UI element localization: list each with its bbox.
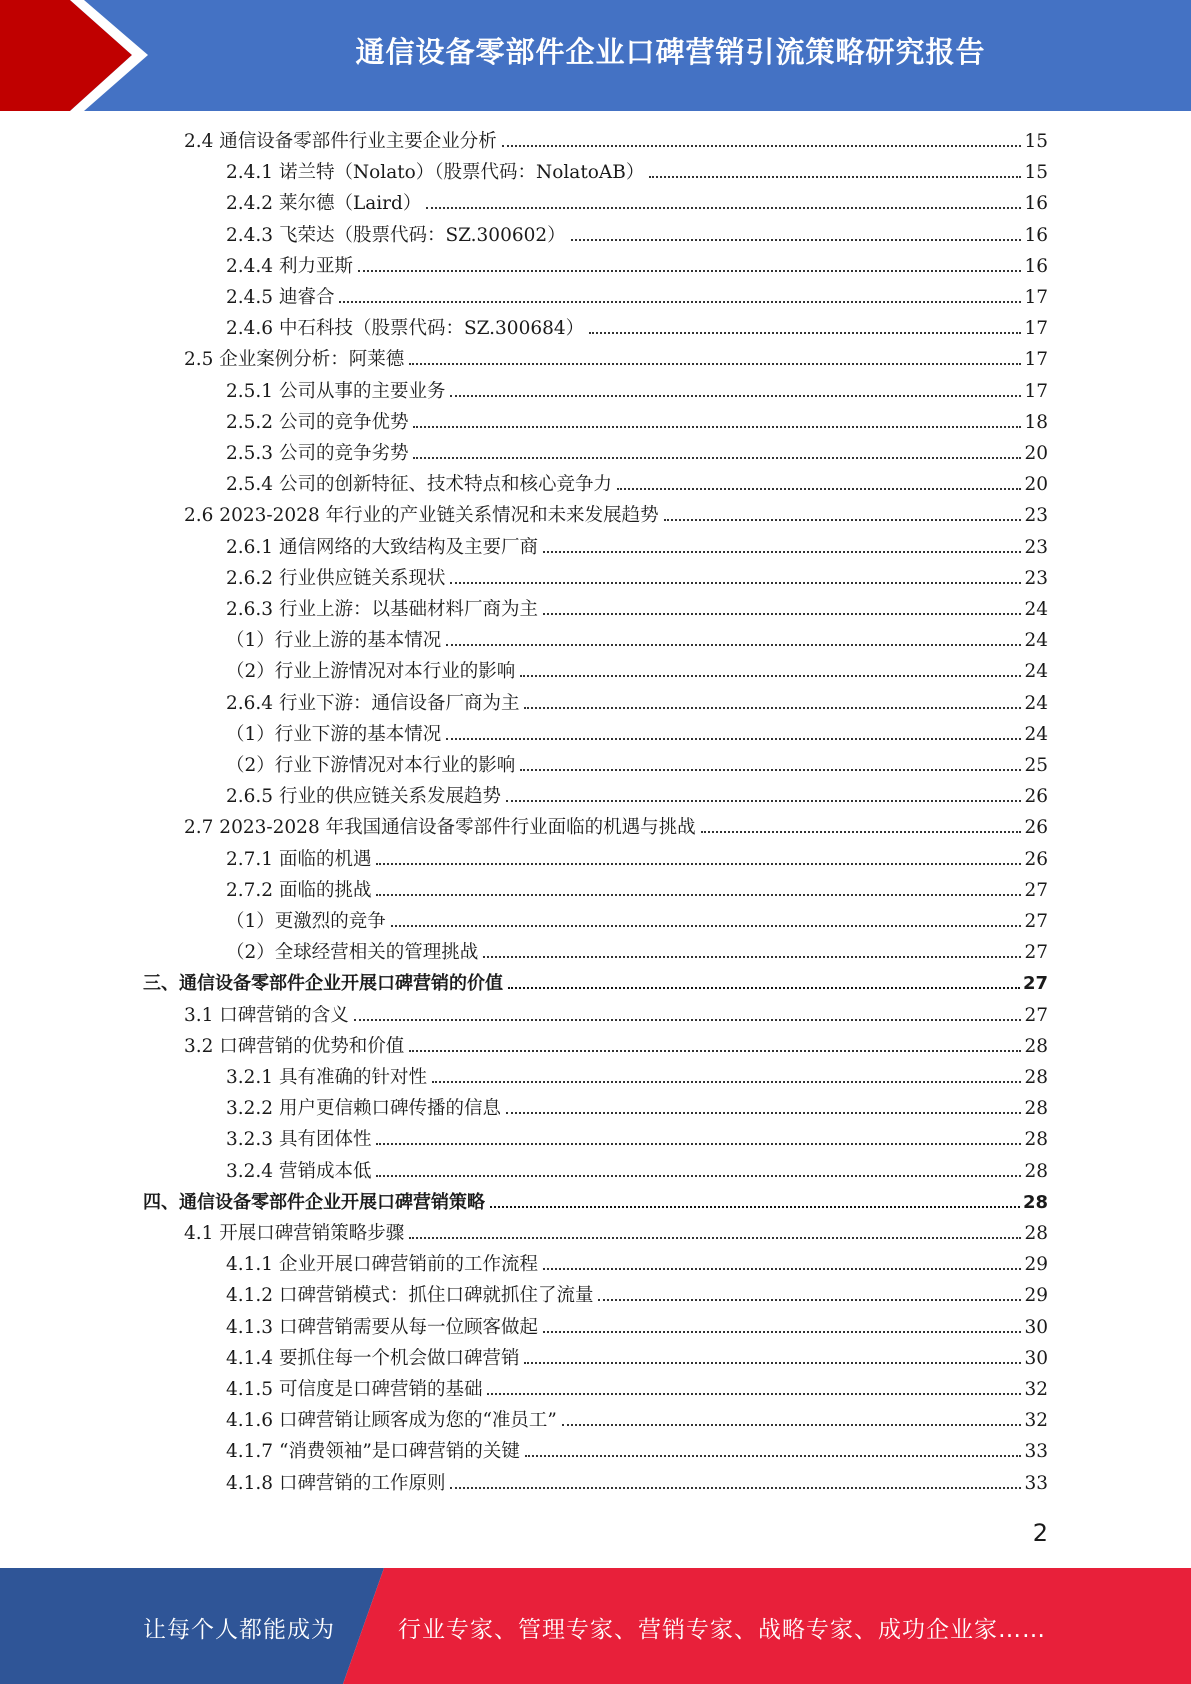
- toc-entry-label: 3.2 口碑营销的优势和价值: [184, 1035, 405, 1057]
- toc-dot-leader: [506, 1111, 1021, 1114]
- toc-dot-leader: [450, 1486, 1021, 1489]
- toc-entry-label: 2.6 2023-2028 年行业的产业链关系情况和未来发展趋势: [184, 505, 659, 527]
- toc-entry-label: 3.2.3 具有团体性: [226, 1129, 372, 1151]
- toc-entry-label: 3.1 口碑营销的含义: [184, 1004, 349, 1026]
- toc-entry[interactable]: [226, 1375, 1048, 1406]
- toc-entry-page: 28: [1024, 1223, 1048, 1244]
- toc-entry[interactable]: [226, 221, 1048, 252]
- toc-entry[interactable]: [184, 1001, 1048, 1032]
- toc-dot-leader: [520, 768, 1021, 771]
- toc-entry[interactable]: [184, 127, 1048, 158]
- toc-entry-page: 25: [1024, 755, 1048, 776]
- toc-dot-leader: [413, 425, 1021, 428]
- toc-entry[interactable]: [184, 345, 1048, 376]
- toc-dot-leader: [525, 1454, 1022, 1457]
- toc-entry-page: 24: [1024, 692, 1048, 714]
- toc-entry[interactable]: [226, 1250, 1048, 1281]
- toc-entry-page: 28: [1024, 1067, 1048, 1088]
- toc-entry-page: 17: [1024, 287, 1048, 308]
- toc-entry-page: 23: [1024, 505, 1048, 527]
- toc-entry-label: 2.7 2023-2028 年我国通信设备零部件行业面临的机遇与挑战: [184, 817, 696, 839]
- toc-dot-leader: [562, 1423, 1022, 1426]
- toc-entry-page: 23: [1024, 567, 1048, 589]
- toc-entry-label: 2.4.2 莱尔德（Laird）: [226, 193, 422, 215]
- toc-entry-page: 32: [1024, 1379, 1048, 1400]
- toc-entry-page: 28: [1024, 1160, 1048, 1182]
- toc-dot-leader: [413, 456, 1021, 459]
- toc-entry[interactable]: [226, 845, 1048, 876]
- toc-dot-leader: [376, 1174, 1021, 1177]
- toc-entry[interactable]: [226, 1406, 1048, 1437]
- toc-entry[interactable]: [226, 782, 1048, 813]
- toc-dot-leader: [358, 269, 1022, 272]
- toc-dot-leader: [589, 331, 1021, 334]
- toc-dot-leader: [409, 362, 1021, 365]
- toc-entry[interactable]: [226, 876, 1048, 907]
- toc-dot-leader: [543, 1330, 1021, 1333]
- toc-entry-label: 4.1.3 口碑营销需要从每一位顾客做起: [226, 1316, 538, 1338]
- toc-entry-page: 26: [1024, 786, 1048, 808]
- toc-entry-page: 24: [1024, 723, 1048, 745]
- toc-entry-label: 2.6.3 行业上游：以基础材料厂商为主: [226, 599, 538, 620]
- toc-dot-leader: [409, 1236, 1021, 1239]
- toc-entry-label: 2.5 企业案例分析：阿莱德: [184, 349, 405, 371]
- toc-entry-label: 4.1.6 口碑营销让顾客成为您的“准员工”: [226, 1410, 557, 1432]
- toc-entry-label: 3.2.4 营销成本低: [226, 1160, 372, 1182]
- toc-dot-leader: [490, 1205, 1020, 1208]
- toc-entry-label: （2）全球经营相关的管理挑战: [226, 942, 479, 964]
- toc-entry[interactable]: [226, 408, 1048, 439]
- toc-entry[interactable]: [143, 1188, 1048, 1219]
- toc-entry[interactable]: [226, 1157, 1048, 1188]
- toc-entry-label: 4.1 开展口碑营销策略步骤: [184, 1223, 405, 1244]
- toc-dot-leader: [339, 300, 1021, 303]
- toc-entry[interactable]: [226, 533, 1048, 564]
- toc-entry-page: 33: [1024, 1441, 1048, 1463]
- toc-dot-leader: [543, 612, 1021, 615]
- footer-slogan-left: 让每个人都能成为: [143, 1617, 335, 1643]
- toc-entry-page: 17: [1024, 318, 1048, 340]
- toc-entry-page: 28: [1024, 1035, 1048, 1057]
- toc-entry-label: 4.1.1 企业开展口碑营销前的工作流程: [226, 1254, 538, 1276]
- toc-entry-page: 33: [1024, 1472, 1048, 1494]
- toc-entry[interactable]: [226, 1313, 1048, 1344]
- toc-entry[interactable]: [226, 1281, 1048, 1312]
- toc-entry-page: 27: [1022, 973, 1048, 995]
- toc-entry[interactable]: [226, 751, 1048, 782]
- toc-entry[interactable]: [226, 1344, 1048, 1375]
- toc-dot-leader: [376, 893, 1021, 896]
- toc-entry-page: 30: [1024, 1347, 1048, 1369]
- toc-entry-page: 29: [1024, 1285, 1048, 1307]
- toc-dot-leader: [409, 1049, 1021, 1052]
- toc-entry-page: 29: [1024, 1254, 1048, 1276]
- toc-entry-page: 16: [1024, 255, 1048, 277]
- toc-entry-label: （2）行业下游情况对本行业的影响: [226, 755, 516, 776]
- toc-entry-page: 15: [1024, 162, 1048, 184]
- toc-entry-label: 2.6.5 行业的供应链关系发展趋势: [226, 786, 501, 808]
- toc-entry[interactable]: [226, 377, 1048, 408]
- toc-entry[interactable]: [226, 314, 1048, 345]
- toc-entry-label: 2.4.6 中石科技（股票代码：SZ.300684）: [226, 318, 585, 340]
- toc-entry-page: 16: [1024, 224, 1048, 246]
- toc-entry-page: 26: [1024, 817, 1048, 839]
- toc-entry-label: 2.4.1 诺兰特（Nolato）（股票代码：NolatoAB）: [226, 162, 645, 184]
- toc-entry-page: 27: [1024, 942, 1048, 964]
- toc-entry[interactable]: [226, 1437, 1048, 1468]
- toc-dot-leader: [376, 1142, 1021, 1145]
- toc-dot-leader: [571, 238, 1022, 241]
- toc-dot-leader: [487, 1392, 1021, 1395]
- toc-dot-leader: [617, 487, 1021, 490]
- toc-dot-leader: [524, 706, 1021, 709]
- toc-dot-leader: [520, 674, 1021, 677]
- toc-entry-page: 27: [1024, 879, 1048, 901]
- toc-entry-label: （1）更激烈的竞争: [226, 911, 386, 932]
- toc-entry-label: 2.7.2 面临的挑战: [226, 879, 372, 901]
- toc-entry[interactable]: [226, 1094, 1048, 1125]
- toc-entry-label: 4.1.7 “消费领袖”是口碑营销的关键: [226, 1441, 520, 1463]
- toc-dot-leader: [543, 550, 1021, 553]
- footer-slogan-right: 行业专家、管理专家、营销专家、战略专家、成功企业家……: [398, 1617, 1046, 1643]
- toc-dot-leader: [432, 1080, 1021, 1083]
- toc-dot-leader: [524, 1361, 1021, 1364]
- toc-dot-leader: [446, 737, 1021, 740]
- toc-entry[interactable]: [226, 907, 1048, 938]
- toc-entry-page: 20: [1024, 474, 1048, 496]
- toc-entry[interactable]: [226, 938, 1048, 969]
- toc-entry[interactable]: [143, 969, 1048, 1000]
- toc-entry[interactable]: [226, 595, 1048, 626]
- toc-entry-page: 15: [1024, 131, 1048, 152]
- toc-entry[interactable]: [226, 720, 1048, 751]
- toc-entry[interactable]: [184, 501, 1048, 532]
- toc-entry-page: 24: [1024, 661, 1048, 683]
- toc-dot-leader: [701, 830, 1022, 833]
- toc-entry-label: 4.1.4 要抓住每一个机会做口碑营销: [226, 1347, 520, 1369]
- toc-entry-label: 三、通信设备零部件企业开展口碑营销的价值: [143, 973, 503, 995]
- toc-entry-page: 27: [1024, 1004, 1048, 1026]
- toc-dot-leader: [483, 955, 1021, 958]
- toc-entry-page: 16: [1024, 193, 1048, 215]
- toc-entry-label: 3.2.1 具有准确的针对性: [226, 1067, 427, 1088]
- toc-entry-page: 32: [1024, 1410, 1048, 1432]
- toc-entry[interactable]: [226, 470, 1048, 501]
- toc-dot-leader: [598, 1298, 1021, 1301]
- toc-entry-label: 2.5.2 公司的竞争优势: [226, 411, 409, 433]
- toc-entry[interactable]: [226, 283, 1048, 314]
- toc-entry-label: 2.5.4 公司的创新特征、技术特点和核心竞争力: [226, 474, 612, 496]
- toc-entry-page: 24: [1024, 599, 1048, 620]
- report-title: 通信设备零部件企业口碑营销引流策略研究报告: [355, 35, 986, 69]
- toc-entry-label: 2.6.4 行业下游：通信设备厂商为主: [226, 692, 520, 714]
- toc-entry-label: 2.4.3 飞荣达（股票代码：SZ.300602）: [226, 224, 566, 246]
- toc-entry[interactable]: [226, 439, 1048, 470]
- toc-entry-page: 26: [1024, 848, 1048, 870]
- toc-dot-leader: [664, 518, 1022, 521]
- toc-entry-page: 24: [1024, 630, 1048, 652]
- toc-entry[interactable]: [226, 564, 1048, 595]
- toc-entry-label: 四、通信设备零部件企业开展口碑营销策略: [143, 1191, 485, 1213]
- toc-entry[interactable]: [226, 1063, 1048, 1094]
- toc-entry-page: 20: [1024, 443, 1048, 464]
- toc-entry-label: 2.4 通信设备零部件行业主要企业分析: [184, 131, 497, 152]
- toc-entry-label: 4.1.5 可信度是口碑营销的基础: [226, 1379, 483, 1400]
- toc-entry[interactable]: [226, 189, 1048, 220]
- toc-entry-label: 2.4.5 迪睿合: [226, 287, 335, 308]
- toc-entry-page: 28: [1022, 1191, 1048, 1213]
- toc-entry-page: 30: [1024, 1316, 1048, 1338]
- page-footer: [0, 1568, 1191, 1684]
- page-header: [0, 0, 1191, 111]
- toc-entry[interactable]: [226, 1125, 1048, 1156]
- toc-dot-leader: [446, 643, 1021, 646]
- toc-entry-page: 18: [1024, 411, 1048, 433]
- toc-entry[interactable]: [226, 252, 1048, 283]
- toc-dot-leader: [354, 1018, 1022, 1021]
- toc-dot-leader: [376, 862, 1021, 865]
- toc-dot-leader: [450, 581, 1021, 584]
- toc-entry-label: （1）行业下游的基本情况: [226, 723, 442, 745]
- toc-dot-leader: [426, 206, 1021, 209]
- toc-dot-leader: [649, 175, 1021, 178]
- toc-entry[interactable]: [226, 626, 1048, 657]
- toc-entry-page: 17: [1024, 349, 1048, 371]
- toc-dot-leader: [502, 144, 1022, 147]
- toc-entry-label: 4.1.8 口碑营销的工作原则: [226, 1472, 446, 1494]
- toc-dot-leader: [391, 924, 1022, 927]
- toc-dot-leader: [450, 394, 1021, 397]
- toc-entry[interactable]: [184, 813, 1048, 844]
- toc-entry[interactable]: [226, 158, 1048, 189]
- toc-entry[interactable]: [226, 657, 1048, 688]
- toc-entry-label: 2.5.3 公司的竞争劣势: [226, 443, 409, 464]
- toc-entry-page: 28: [1024, 1129, 1048, 1151]
- toc-entry-label: 2.4.4 利力亚斯: [226, 255, 353, 277]
- toc-entry-label: 4.1.2 口碑营销模式：抓住口碑就抓住了流量: [226, 1285, 594, 1307]
- toc-dot-leader: [543, 1267, 1021, 1270]
- toc-entry-label: 2.6.1 通信网络的大致结构及主要厂商: [226, 536, 538, 558]
- toc-entry-label: 2.5.1 公司从事的主要业务: [226, 380, 446, 402]
- toc-entry-label: （2）行业上游情况对本行业的影响: [226, 661, 516, 683]
- toc-entry[interactable]: [184, 1219, 1048, 1250]
- toc-entry[interactable]: [226, 1469, 1048, 1500]
- toc-entry-label: 3.2.2 用户更信赖口碑传播的信息: [226, 1098, 501, 1120]
- toc-entry-page: 17: [1024, 380, 1048, 402]
- toc-entry[interactable]: [184, 1032, 1048, 1063]
- red-chevron-arrow-icon: [0, 0, 160, 111]
- toc-entry-page: 27: [1024, 911, 1048, 932]
- toc-entry-page: 23: [1024, 536, 1048, 558]
- toc-entry-page: 28: [1024, 1098, 1048, 1120]
- toc-entry-label: （1）行业上游的基本情况: [226, 630, 442, 652]
- toc-dot-leader: [508, 986, 1020, 989]
- page-number: 2: [1032, 1519, 1048, 1547]
- toc-entry-label: 2.6.2 行业供应链关系现状: [226, 567, 446, 589]
- toc-entry-label: 2.7.1 面临的机遇: [226, 848, 372, 870]
- toc-dot-leader: [506, 799, 1021, 802]
- toc-entry[interactable]: [226, 689, 1048, 720]
